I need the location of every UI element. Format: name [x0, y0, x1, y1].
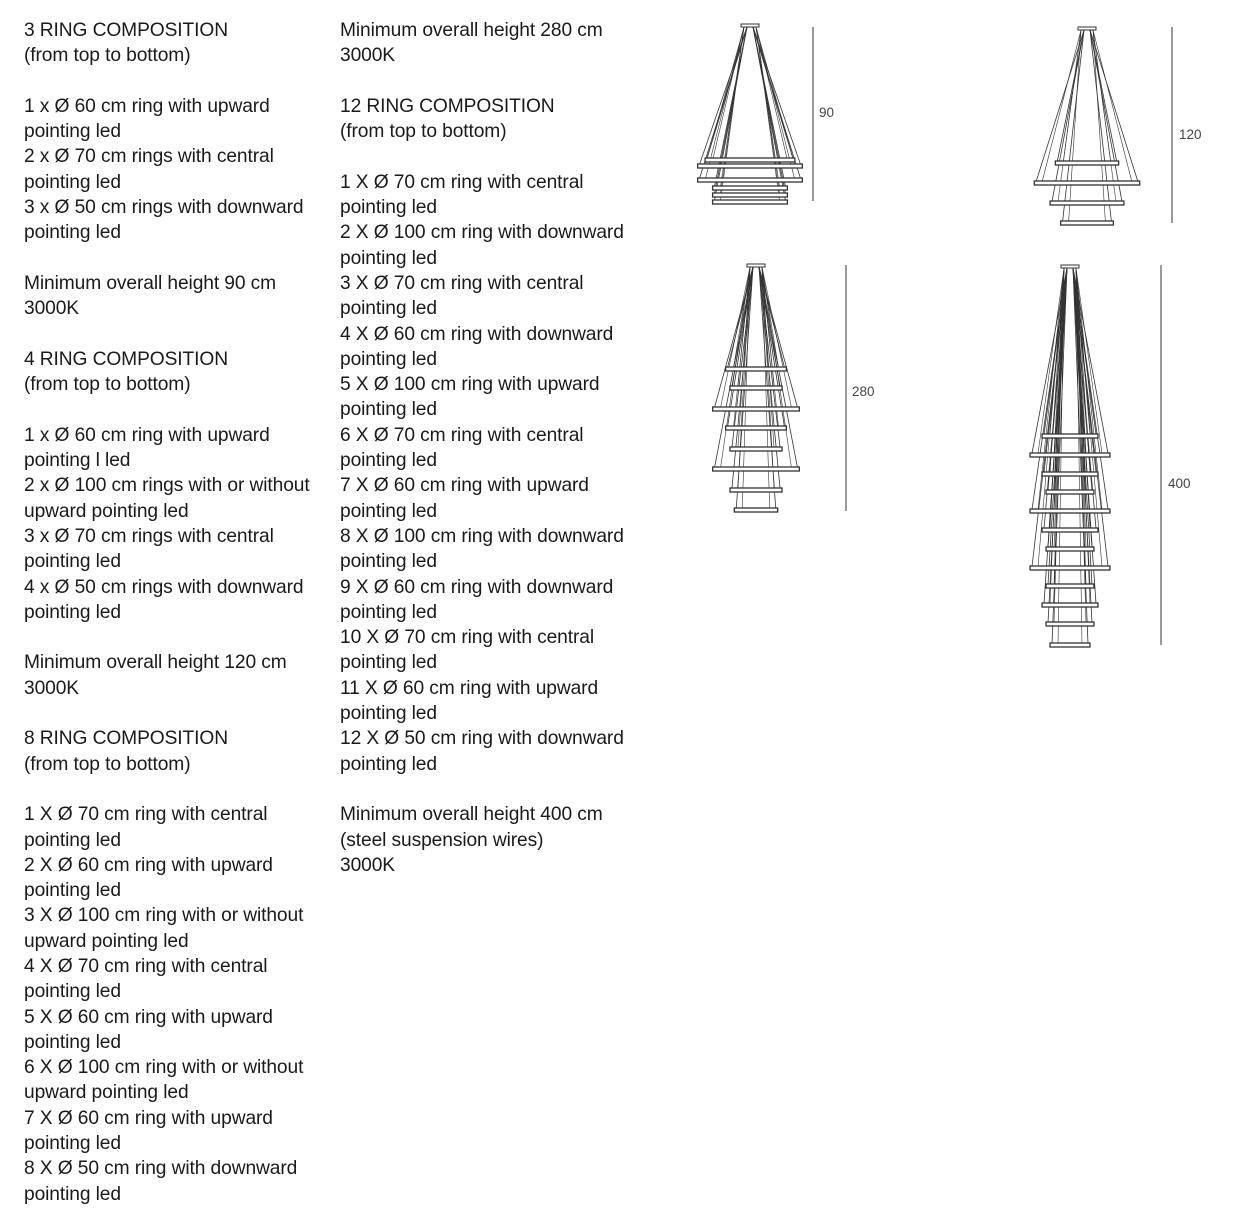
spec-line: upward pointing led	[24, 1082, 189, 1104]
ring	[713, 193, 788, 197]
ring	[734, 508, 777, 512]
ring	[698, 178, 803, 182]
ring	[1030, 566, 1110, 570]
ring	[1050, 643, 1090, 647]
spec-line: 12 X Ø 50 cm ring with downward	[340, 728, 624, 750]
ring	[1046, 622, 1094, 626]
spec-line: pointing led	[340, 247, 437, 269]
spec-line: (from top to bottom)	[24, 374, 191, 396]
spec-line: 8 X Ø 50 cm ring with downward	[24, 1158, 298, 1180]
ring	[730, 386, 782, 390]
spec-line: pointing led	[24, 829, 121, 851]
spec-line: Minimum overall height 280 cm	[340, 20, 603, 41]
ring	[1046, 584, 1094, 588]
ring	[1042, 434, 1098, 438]
spec-line: 1 x Ø 60 cm ring with upward	[24, 424, 270, 446]
spec-line: 10 X Ø 70 cm ring with central	[340, 627, 595, 649]
spec-line: upward pointing led	[24, 930, 189, 952]
suspension-wire	[1093, 30, 1116, 201]
spec-line: 2 x Ø 70 cm rings with central	[24, 146, 274, 168]
dimension-label: 280	[852, 384, 875, 399]
spec-line: pointing led	[24, 1133, 121, 1155]
ring	[1042, 472, 1098, 476]
canopy	[741, 24, 759, 27]
spec-line: 6 X Ø 100 cm ring with or without	[24, 1057, 304, 1079]
spec-line: 5 X Ø 100 cm ring with upward	[340, 374, 600, 396]
spec-line: pointing led	[24, 551, 121, 573]
ring	[705, 158, 795, 162]
spec-line: 3 X Ø 100 cm ring with or without	[24, 905, 304, 927]
canopy	[747, 264, 765, 267]
suspension-wire	[721, 27, 744, 200]
spec-line: 3000K	[24, 298, 79, 320]
spec-line: pointing l led	[24, 450, 131, 472]
dimension-label: 400	[1168, 476, 1191, 491]
canopy	[1078, 27, 1096, 30]
ring	[1050, 201, 1124, 205]
ring	[713, 186, 788, 190]
spec-line: 3000K	[24, 677, 79, 699]
spec-line: pointing led	[340, 500, 437, 522]
ring	[713, 467, 800, 471]
spec-line: 4 X Ø 60 cm ring with downward	[340, 323, 614, 345]
spec-line: 9 X Ø 60 cm ring with downward	[340, 576, 614, 598]
spec-line: pointing led	[340, 197, 437, 219]
ring	[1030, 509, 1110, 513]
spec-line: pointing led	[340, 450, 437, 472]
ring	[1046, 490, 1094, 494]
spec-line: 1 X Ø 70 cm ring with central	[24, 804, 268, 826]
spec-line: 1 x Ø 60 cm ring with upward	[24, 95, 270, 117]
spec-line: 2 X Ø 100 cm ring with downward	[340, 222, 624, 244]
dimension-label: 90	[819, 105, 835, 120]
suspension-wire	[756, 27, 779, 200]
spec-line: 3 RING COMPOSITION	[24, 20, 228, 41]
spec-line: pointing led	[340, 348, 437, 370]
canopy	[1061, 265, 1079, 268]
ring	[1030, 453, 1110, 457]
ring	[1042, 603, 1098, 607]
spec-line: pointing led	[340, 298, 437, 320]
spec-line: 3000K	[340, 45, 395, 67]
spec-line: 3 X Ø 70 cm ring with central	[340, 272, 584, 294]
ring	[730, 447, 782, 451]
spec-line: pointing led	[24, 880, 121, 902]
spec-line: 7 X Ø 60 cm ring with upward	[340, 475, 589, 497]
spec-line: pointing led	[340, 753, 437, 775]
spec-line: 4 X Ø 70 cm ring with central	[24, 955, 268, 977]
spec-line: upward pointing led	[24, 500, 189, 522]
ring	[1034, 181, 1139, 185]
spec-line: Minimum overall height 120 cm	[24, 652, 287, 674]
spec-line: 4 x Ø 50 cm rings with downward	[24, 576, 304, 598]
spec-line: Minimum overall height 90 cm	[24, 272, 277, 294]
spec-line: pointing led	[24, 121, 121, 143]
spec-line: 8 X Ø 100 cm ring with downward	[340, 525, 624, 547]
spec-line: 5 X Ø 60 cm ring with upward	[24, 1006, 273, 1028]
spec-line: (from top to bottom)	[340, 121, 507, 143]
spec-line: pointing led	[24, 222, 121, 244]
spec-line: 6 X Ø 70 cm ring with central	[340, 424, 584, 446]
ring	[698, 164, 803, 168]
spec-line: 2 X Ø 60 cm ring with upward	[24, 854, 273, 876]
ring	[713, 200, 788, 204]
spec-line: pointing led	[340, 551, 437, 573]
spec-line: pointing led	[24, 981, 121, 1003]
spec-line: pointing led	[24, 171, 121, 193]
spec-line: pointing led	[24, 601, 121, 623]
spec-line: 11 X Ø 60 cm ring with upward	[340, 677, 599, 699]
spec-line: 8 RING COMPOSITION	[24, 728, 228, 750]
spec-line: 2 x Ø 100 cm rings with or without	[24, 475, 310, 497]
spec-line: 3 x Ø 70 cm rings with central	[24, 525, 274, 547]
spec-line: 1 X Ø 70 cm ring with central	[340, 171, 584, 193]
ring	[1055, 161, 1118, 165]
spec-line: pointing led	[340, 399, 437, 421]
spec-line: 3000K	[340, 854, 395, 876]
ring	[713, 407, 800, 411]
spec-line: 4 RING COMPOSITION	[24, 348, 228, 370]
spec-line: pointing led	[24, 1183, 121, 1205]
ring	[726, 426, 787, 430]
ring	[730, 488, 782, 492]
ring	[1046, 547, 1094, 551]
ring	[1042, 528, 1098, 532]
ring	[1061, 221, 1114, 225]
spec-line: pointing led	[340, 601, 437, 623]
spec-line: 3 x Ø 50 cm rings with downward	[24, 197, 304, 219]
spec-line: pointing led	[340, 652, 437, 674]
spec-line: Minimum overall height 400 cm	[340, 804, 603, 826]
spec-line: pointing led	[340, 703, 437, 725]
spec-line: pointing led	[24, 1031, 121, 1053]
spec-line: (from top to bottom)	[24, 753, 191, 775]
spec-line: 7 X Ø 60 cm ring with upward	[24, 1107, 273, 1129]
dimension-label: 120	[1179, 127, 1202, 142]
spec-line: 12 RING COMPOSITION	[340, 95, 555, 117]
spec-line: (from top to bottom)	[24, 45, 191, 67]
spec-line: (steel suspension wires)	[340, 829, 544, 851]
suspension-wire	[1058, 30, 1081, 201]
ring	[726, 367, 787, 371]
